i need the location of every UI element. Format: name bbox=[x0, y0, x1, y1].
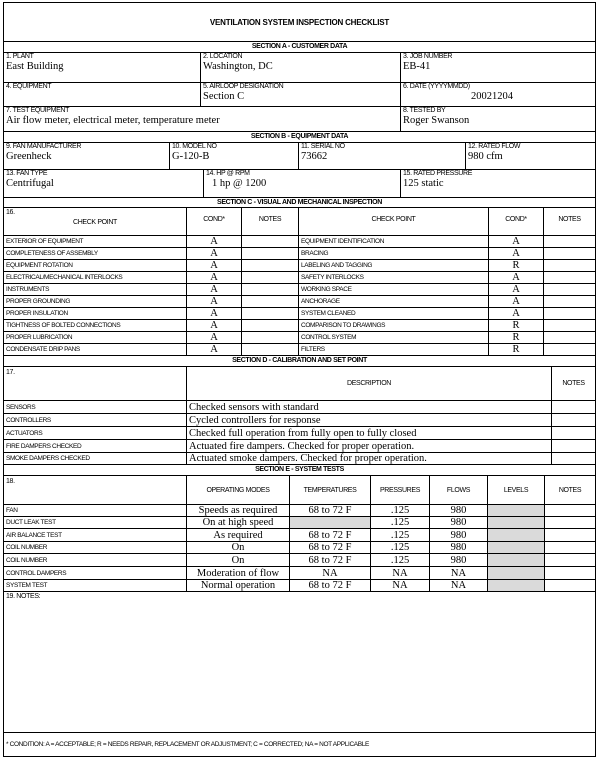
cond-right[interactable]: A bbox=[489, 248, 544, 260]
test-notes[interactable] bbox=[545, 542, 595, 554]
test-flow[interactable]: NA bbox=[430, 580, 488, 592]
section-e-number: 18. bbox=[6, 478, 15, 485]
checkpoint-right: ANCHORAGE bbox=[299, 296, 489, 308]
plant-field[interactable] bbox=[4, 53, 201, 83]
notes-header-left: NOTES bbox=[242, 208, 299, 236]
section-d-heading: SECTION D - CALIBRATION AND SET POINT bbox=[4, 356, 595, 367]
calibration-description[interactable]: Checked full operation from fully open to fully closed bbox=[187, 427, 552, 440]
test-mode[interactable]: Normal operation bbox=[187, 580, 290, 592]
cond-left[interactable]: A bbox=[187, 332, 242, 344]
test-equipment-label: 7. TEST EQUIPMENT bbox=[6, 107, 70, 114]
location-value: Washington, DC bbox=[203, 61, 273, 72]
notes-left[interactable] bbox=[242, 344, 299, 356]
notes-right[interactable] bbox=[544, 308, 595, 320]
calibration-description[interactable]: Cycled controllers for response bbox=[187, 414, 552, 427]
test-notes[interactable] bbox=[545, 580, 595, 592]
test-temperature[interactable]: NA bbox=[290, 567, 371, 580]
notes-right[interactable] bbox=[544, 236, 595, 248]
flows-header: FLOWS bbox=[430, 476, 488, 505]
tested-by-value: Roger Swanson bbox=[403, 115, 470, 126]
test-mode[interactable]: On at high speed bbox=[187, 517, 290, 529]
cond-left[interactable]: A bbox=[187, 272, 242, 284]
test-item: COIL NUMBER bbox=[4, 554, 187, 567]
inspection-form bbox=[3, 2, 596, 757]
temperatures-header: TEMPERATURES bbox=[290, 476, 371, 505]
date-value: 20021204 bbox=[471, 91, 513, 102]
cond-left[interactable]: A bbox=[187, 296, 242, 308]
calibration-item: CONTROLLERS bbox=[4, 414, 187, 427]
notes-left[interactable] bbox=[242, 272, 299, 284]
cond-left[interactable]: A bbox=[187, 260, 242, 272]
cond-left[interactable]: A bbox=[187, 236, 242, 248]
test-flow[interactable]: NA bbox=[430, 567, 488, 580]
checkpoint-left: COMPLETENESS OF ASSEMBLY bbox=[4, 248, 187, 260]
condition-footnote: * CONDITION: A = ACCEPTABLE; R = NEEDS REPAIR, REPLACEMENT OR ADJUSTMENT; C = CORRECTED; NA = NOT APPLICABLE bbox=[6, 741, 370, 748]
checkpoint-right: SAFETY INTERLOCKS bbox=[299, 272, 489, 284]
airloop-label: 5. AIRLOOP DESIGNATION bbox=[203, 83, 284, 90]
model-value: G-120-B bbox=[172, 151, 210, 162]
cond-right[interactable]: R bbox=[489, 344, 544, 356]
test-notes[interactable] bbox=[545, 529, 595, 542]
equipment-label: 4. EQUIPMENT bbox=[6, 83, 52, 90]
cond-right[interactable]: R bbox=[489, 332, 544, 344]
calibration-description[interactable]: Checked sensors with standard bbox=[187, 401, 552, 414]
test-level-shaded bbox=[488, 554, 545, 567]
notes-label: 19. NOTES: bbox=[6, 593, 41, 600]
test-mode[interactable]: Moderation of flow bbox=[187, 567, 290, 580]
section-e-header-item bbox=[4, 476, 187, 505]
cond-left[interactable]: A bbox=[187, 344, 242, 356]
section-c-header-checkpoint bbox=[4, 208, 187, 236]
checkpoint-left: EQUIPMENT ROTATION bbox=[4, 260, 187, 272]
serial-value: 73662 bbox=[301, 151, 328, 162]
notes-right[interactable] bbox=[544, 332, 595, 344]
tested-by-field[interactable] bbox=[401, 107, 595, 132]
fan-type-label: 13. FAN TYPE bbox=[6, 170, 48, 177]
cond-left[interactable]: A bbox=[187, 308, 242, 320]
checkpoint-left: PROPER INSULATION bbox=[4, 308, 187, 320]
test-flow[interactable]: 980 bbox=[430, 505, 488, 517]
test-level-shaded bbox=[488, 505, 545, 517]
calibration-notes[interactable] bbox=[552, 401, 595, 414]
checkpoint-right: LABELING AND TAGGING bbox=[299, 260, 489, 272]
serial-field[interactable] bbox=[299, 143, 466, 170]
checkpoint-right: EQUIPMENT IDENTIFICATION bbox=[299, 236, 489, 248]
cond-left[interactable]: A bbox=[187, 320, 242, 332]
test-pressure[interactable]: NA bbox=[371, 580, 430, 592]
test-flow[interactable]: 980 bbox=[430, 554, 488, 567]
test-item: AIR BALANCE TEST bbox=[4, 529, 187, 542]
notes-right[interactable] bbox=[544, 272, 595, 284]
rated-flow-label: 12. RATED FLOW bbox=[468, 143, 521, 150]
date-field[interactable] bbox=[401, 83, 595, 107]
section-e-notes-header: NOTES bbox=[545, 476, 595, 505]
checkpoint-right: SYSTEM CLEANED bbox=[299, 308, 489, 320]
test-item: COIL NUMBER bbox=[4, 542, 187, 554]
cond-left[interactable]: A bbox=[187, 284, 242, 296]
test-notes[interactable] bbox=[545, 567, 595, 580]
calibration-notes[interactable] bbox=[552, 427, 595, 440]
test-pressure[interactable]: .125 bbox=[371, 554, 430, 567]
test-mode[interactable]: On bbox=[187, 554, 290, 567]
calibration-description[interactable]: Actuated fire dampers. Checked for proper operation. bbox=[187, 440, 552, 453]
cond-right[interactable]: A bbox=[489, 236, 544, 248]
rated-pressure-label: 15. RATED PRESSURE bbox=[403, 170, 473, 177]
notes-left[interactable] bbox=[242, 248, 299, 260]
test-temperature[interactable]: 68 to 72 F bbox=[290, 505, 371, 517]
fan-type-value: Centrifugal bbox=[6, 178, 54, 189]
hp-rpm-value: 1 hp @ 1200 bbox=[212, 178, 267, 189]
calibration-item: SMOKE DAMPERS CHECKED bbox=[4, 453, 187, 465]
tested-by-label: 8. TESTED BY bbox=[403, 107, 446, 114]
notes-left[interactable] bbox=[242, 236, 299, 248]
checkpoint-left: CONDENSATE DRIP PANS bbox=[4, 344, 187, 356]
notes-right[interactable] bbox=[544, 248, 595, 260]
calibration-notes[interactable] bbox=[552, 414, 595, 427]
cond-header-left: COND* bbox=[187, 208, 242, 236]
test-flow[interactable]: 980 bbox=[430, 517, 488, 529]
test-temperature[interactable]: 68 to 72 F bbox=[290, 542, 371, 554]
pressures-header: PRESSURES bbox=[371, 476, 430, 505]
checkpoint-right: WORKING SPACE bbox=[299, 284, 489, 296]
test-level-shaded bbox=[488, 529, 545, 542]
airloop-value: Section C bbox=[203, 91, 245, 102]
test-level-shaded bbox=[488, 567, 545, 580]
section-d-header-item bbox=[4, 367, 187, 401]
calibration-item: ACTUATORS bbox=[4, 427, 187, 440]
checkpoint-right: COMPARISON TO DRAWINGS bbox=[299, 320, 489, 332]
cond-right[interactable]: A bbox=[489, 284, 544, 296]
test-temperature[interactable]: 68 to 72 F bbox=[290, 580, 371, 592]
section-e-heading: SECTION E - SYSTEM TESTS bbox=[4, 465, 595, 476]
form-title: VENTILATION SYSTEM INSPECTION CHECKLIST bbox=[4, 3, 595, 42]
checkpoint-right: CONTROL SYSTEM bbox=[299, 332, 489, 344]
job-number-value: EB-41 bbox=[403, 61, 431, 72]
test-notes[interactable] bbox=[545, 517, 595, 529]
airloop-field[interactable] bbox=[201, 83, 401, 107]
job-number-label: 3. JOB NUMBER bbox=[403, 53, 453, 60]
section-c-heading: SECTION C - VISUAL AND MECHANICAL INSPECTION bbox=[4, 198, 595, 208]
checkpoint-left: PROPER GROUNDING bbox=[4, 296, 187, 308]
test-temperature[interactable]: 68 to 72 F bbox=[290, 554, 371, 567]
section-d-number: 17. bbox=[6, 369, 15, 376]
test-temperature-shaded bbox=[290, 517, 371, 529]
notes-left[interactable] bbox=[242, 296, 299, 308]
cond-right[interactable]: A bbox=[489, 308, 544, 320]
hp-rpm-label: 14. HP @ RPM bbox=[206, 170, 250, 177]
test-pressure[interactable]: .125 bbox=[371, 529, 430, 542]
test-equipment-field[interactable] bbox=[4, 107, 401, 132]
test-notes[interactable] bbox=[545, 554, 595, 567]
test-equipment-value: Air flow meter, electrical meter, temperature meter bbox=[6, 115, 220, 126]
notes-right[interactable] bbox=[544, 320, 595, 332]
notes-left[interactable] bbox=[242, 332, 299, 344]
rated-flow-value: 980 cfm bbox=[468, 151, 503, 162]
serial-label: 11. SERIAL NO bbox=[301, 143, 345, 150]
notes-right[interactable] bbox=[544, 296, 595, 308]
levels-header: LEVELS bbox=[488, 476, 545, 505]
test-pressure[interactable]: NA bbox=[371, 567, 430, 580]
test-flow[interactable]: 980 bbox=[430, 529, 488, 542]
notes-right[interactable] bbox=[544, 344, 595, 356]
checkpoint-left: PROPER LUBRICATION bbox=[4, 332, 187, 344]
date-label: 6. DATE (YYYYMMDD) bbox=[403, 83, 470, 90]
notes-area[interactable] bbox=[4, 592, 595, 733]
rated-flow-field[interactable] bbox=[466, 143, 595, 170]
section-a-heading: SECTION A - CUSTOMER DATA bbox=[4, 42, 595, 53]
cond-header-right: COND* bbox=[489, 208, 544, 236]
fan-type-field[interactable] bbox=[4, 170, 204, 198]
cond-left[interactable]: A bbox=[187, 248, 242, 260]
test-item: FAN bbox=[4, 505, 187, 517]
section-d-notes-header: NOTES bbox=[552, 367, 595, 401]
test-item: DUCT LEAK TEST bbox=[4, 517, 187, 529]
test-temperature[interactable]: 68 to 72 F bbox=[290, 529, 371, 542]
plant-value: East Building bbox=[6, 61, 64, 72]
cond-right[interactable]: A bbox=[489, 296, 544, 308]
test-level-shaded bbox=[488, 580, 545, 592]
test-pressure[interactable]: .125 bbox=[371, 517, 430, 529]
test-notes[interactable] bbox=[545, 505, 595, 517]
test-mode[interactable]: On bbox=[187, 542, 290, 554]
fan-manufacturer-label: 9. FAN MANUFACTURER bbox=[6, 143, 82, 150]
model-field[interactable] bbox=[170, 143, 299, 170]
job-number-field[interactable] bbox=[401, 53, 595, 83]
model-label: 10. MODEL NO bbox=[172, 143, 217, 150]
description-header: DESCRIPTION bbox=[187, 367, 552, 401]
equipment-field[interactable] bbox=[4, 83, 201, 107]
notes-right[interactable] bbox=[544, 260, 595, 272]
cond-right[interactable]: A bbox=[489, 272, 544, 284]
test-level-shaded bbox=[488, 517, 545, 529]
cond-right[interactable]: R bbox=[489, 260, 544, 272]
cond-right[interactable]: R bbox=[489, 320, 544, 332]
checkpoint-right: BRACING bbox=[299, 248, 489, 260]
notes-left[interactable] bbox=[242, 320, 299, 332]
checkpoint-header-left: CHECK POINT bbox=[73, 219, 117, 226]
fan-manufacturer-value: Greenheck bbox=[6, 151, 52, 162]
checkpoint-left: ELECTRICAL/MECHANICAL INTERLOCKS bbox=[4, 272, 187, 284]
calibration-description[interactable]: Actuated smoke dampers. Checked for proper operation. bbox=[187, 453, 552, 465]
test-mode[interactable]: As required bbox=[187, 529, 290, 542]
calibration-notes[interactable] bbox=[552, 440, 595, 453]
fan-manufacturer-field[interactable] bbox=[4, 143, 170, 170]
plant-label: 1. PLANT bbox=[6, 53, 34, 60]
notes-left[interactable] bbox=[242, 260, 299, 272]
checkpoint-left: TIGHTNESS OF BOLTED CONNECTIONS bbox=[4, 320, 187, 332]
hp-rpm-field[interactable] bbox=[204, 170, 401, 198]
checkpoint-left: INSTRUMENTS bbox=[4, 284, 187, 296]
section-c-number: 16. bbox=[6, 209, 15, 216]
location-label: 2. LOCATION bbox=[203, 53, 243, 60]
notes-left[interactable] bbox=[242, 308, 299, 320]
section-b-heading: SECTION B - EQUIPMENT DATA bbox=[4, 132, 595, 143]
test-level-shaded bbox=[488, 542, 545, 554]
operating-modes-header: OPERATING MODES bbox=[187, 476, 290, 505]
rated-pressure-value: 125 static bbox=[403, 178, 444, 189]
test-item: CONTROL DAMPERS bbox=[4, 567, 187, 580]
notes-header-right: NOTES bbox=[544, 208, 595, 236]
test-item: SYSTEM TEST bbox=[4, 580, 187, 592]
calibration-item: SENSORS bbox=[4, 401, 187, 414]
notes-right[interactable] bbox=[544, 284, 595, 296]
notes-left[interactable] bbox=[242, 284, 299, 296]
checkpoint-left: EXTERIOR OF EQUIPMENT bbox=[4, 236, 187, 248]
rated-pressure-field[interactable] bbox=[401, 170, 595, 198]
calibration-item: FIRE DAMPERS CHECKED bbox=[4, 440, 187, 453]
checkpoint-header-right: CHECK POINT bbox=[299, 208, 489, 236]
calibration-notes[interactable] bbox=[552, 453, 595, 465]
checkpoint-right: FILTERS bbox=[299, 344, 489, 356]
location-field[interactable] bbox=[201, 53, 401, 83]
test-pressure[interactable]: .125 bbox=[371, 505, 430, 517]
test-flow[interactable]: 980 bbox=[430, 542, 488, 554]
test-mode[interactable]: Speeds as required bbox=[187, 505, 290, 517]
test-pressure[interactable]: .125 bbox=[371, 542, 430, 554]
